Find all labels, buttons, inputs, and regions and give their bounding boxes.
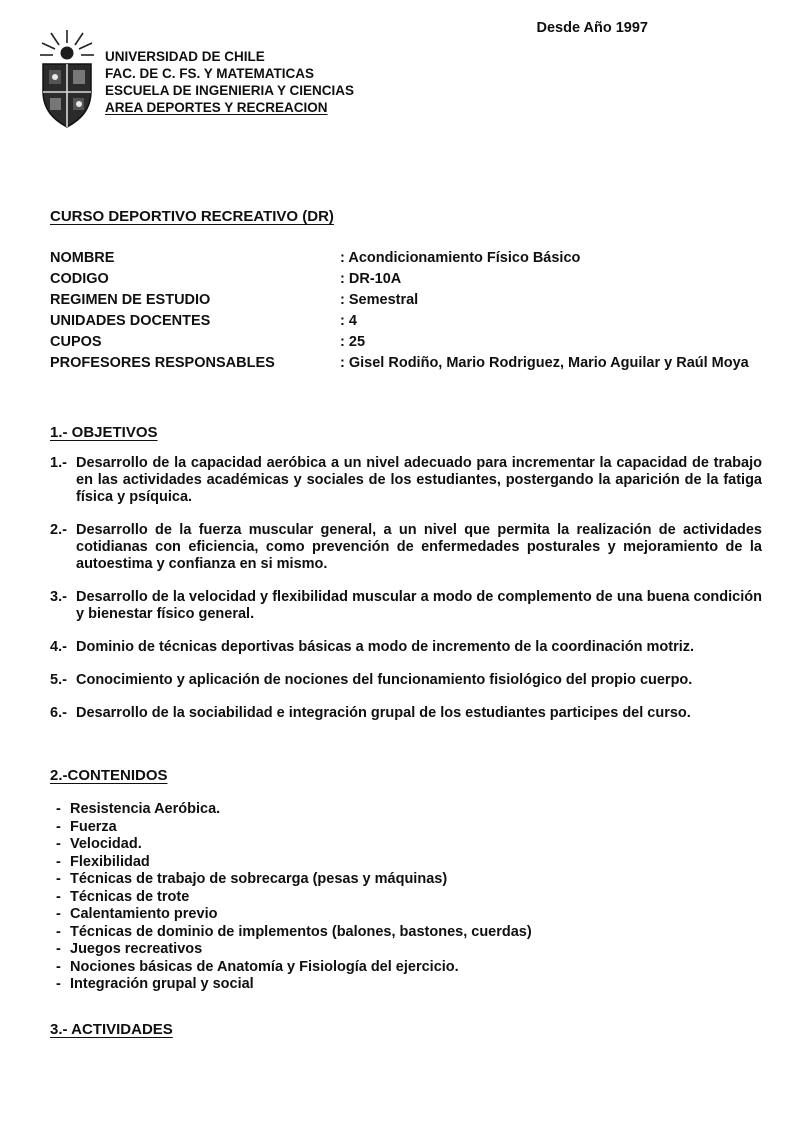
info-label: CUPOS — [50, 334, 102, 350]
separator: : — [340, 292, 345, 308]
info-value — [340, 248, 762, 269]
content-item — [50, 854, 762, 872]
section-heading-contenidos: 2.-CONTENIDOS — [50, 767, 168, 784]
info-value-text: Acondicionamiento Físico Básico — [348, 250, 581, 266]
section-heading-actividades: 3.- ACTIVIDADES — [50, 1020, 173, 1038]
content-item — [50, 819, 762, 837]
dash-bullet: - — [56, 818, 61, 835]
objective-number: 2.- — [50, 522, 67, 538]
since-year-label: Desde Año 1997 — [536, 20, 648, 36]
section-heading-objetivos: 1.- OBJETIVOS — [50, 424, 158, 441]
content-text: Técnicas de trote — [70, 888, 190, 905]
content-item — [50, 924, 762, 942]
letterhead-line-area: AREA DEPORTES Y RECREACION — [105, 100, 328, 115]
content-item — [50, 871, 762, 889]
content-text: Calentamiento previo — [70, 906, 218, 922]
objective-text: Dominio de técnicas deportivas básicas a modo de incremento de la coordinación motriz. — [76, 639, 695, 655]
objective-number: 1.- — [50, 455, 67, 471]
info-label: REGIMEN DE ESTUDIO — [50, 292, 211, 308]
content-text: Fuerza — [70, 818, 117, 835]
letterhead-line-faculty: FAC. DE C. FS. Y MATEMATICAS — [105, 66, 315, 81]
dash-bullet: - — [56, 976, 61, 992]
objectives-list — [50, 455, 762, 722]
separator: : — [340, 313, 345, 329]
info-label: CODIGO — [50, 271, 109, 287]
dash-bullet: - — [56, 923, 61, 940]
objective-text: Conocimiento y aplicación de nociones del funcionamiento fisiológico del propio cuerpo. — [76, 672, 693, 688]
objective-item — [50, 639, 762, 656]
content-text: Integración grupal y social — [70, 976, 254, 992]
page-title: CURSO DEPORTIVO RECREATIVO (DR) — [50, 208, 334, 225]
dash-bullet: - — [56, 853, 61, 870]
info-row-codigo — [50, 269, 762, 290]
separator: : — [340, 271, 345, 287]
objective-item — [50, 672, 762, 689]
content-item — [50, 959, 762, 977]
dash-bullet: - — [56, 958, 61, 975]
info-row-nombre — [50, 248, 762, 269]
content-text: Nociones básicas de Anatomía y Fisiología del ejercicio. — [70, 958, 459, 975]
info-value-text: Gisel Rodiño, Mario Rodriguez, Mario Aguilar y Raúl Moya — [348, 355, 749, 371]
content-text: Flexibilidad — [70, 853, 150, 870]
dash-bullet: - — [56, 906, 61, 922]
objective-text: Desarrollo de la sociabilidad e integración grupal de los estudiantes participes del curso. — [76, 705, 691, 721]
info-value — [340, 332, 762, 353]
objective-item — [50, 705, 762, 722]
info-row-unidades — [50, 311, 762, 332]
content-item — [50, 906, 762, 924]
content-item — [50, 889, 762, 907]
info-label: UNIDADES DOCENTES — [50, 313, 211, 329]
content-item — [50, 801, 762, 819]
objective-text: Desarrollo de la capacidad aeróbica a un nivel adecuado para incrementar la capacidad de trabajo en las actividades académicas y sociales de los estudiantes, postergando la aparición de la fatiga física y psíquica. — [76, 455, 762, 505]
info-label: NOMBRE — [50, 250, 115, 266]
objective-item — [50, 455, 762, 506]
course-info-table — [50, 248, 762, 374]
info-value-text: 4 — [348, 313, 357, 329]
objective-number: 4.- — [50, 639, 67, 655]
info-value — [340, 269, 762, 290]
dash-bullet: - — [56, 888, 61, 905]
objective-number: 6.- — [50, 705, 67, 721]
info-value-text: Semestral — [348, 292, 419, 308]
objective-number: 3.- — [50, 589, 67, 605]
contents-list — [50, 801, 762, 994]
info-value — [340, 290, 762, 311]
separator: : — [340, 250, 345, 266]
info-row-profesores — [50, 353, 762, 374]
separator: : — [340, 334, 345, 350]
info-value — [340, 353, 762, 374]
info-value-text: 25 — [348, 334, 366, 350]
letterhead-line-school: ESCUELA DE INGENIERIA Y CIENCIAS — [105, 83, 355, 98]
content-text: Juegos recreativos — [70, 941, 203, 957]
info-row-cupos — [50, 332, 762, 353]
dash-bullet: - — [56, 836, 61, 852]
dash-bullet: - — [56, 941, 61, 957]
dash-bullet: - — [56, 871, 61, 887]
content-text: Velocidad. — [70, 836, 142, 852]
info-row-regimen — [50, 290, 762, 311]
content-text: Resistencia Aeróbica. — [70, 801, 221, 817]
separator: : — [340, 355, 345, 371]
content-item — [50, 941, 762, 959]
content-item — [50, 836, 762, 854]
objective-text: Desarrollo de la velocidad y flexibilidad muscular a modo de complemento de una buena condición y bienestar físico general. — [76, 589, 762, 622]
objective-item — [50, 522, 762, 573]
info-label: PROFESORES RESPONSABLES — [50, 355, 275, 371]
dash-bullet: - — [56, 801, 61, 817]
document-body — [50, 0, 762, 1038]
info-value — [340, 311, 762, 332]
objective-text: Desarrollo de la fuerza muscular general, a un nivel que permita la realización de actividades cotidianas con eficiencia, como prevención de enfermedades posturales y mejoramiento de la autoestima y confianza en si mismo. — [76, 522, 762, 572]
letterhead-line-university: UNIVERSIDAD DE CHILE — [105, 49, 265, 64]
info-value-text: DR-10A — [348, 271, 402, 287]
content-text: Técnicas de trabajo de sobrecarga (pesas y máquinas) — [70, 871, 448, 887]
content-item — [50, 976, 762, 994]
objective-number: 5.- — [50, 672, 67, 688]
objective-item — [50, 589, 762, 623]
content-text: Técnicas de dominio de implementos (balones, bastones, cuerdas) — [70, 923, 532, 940]
